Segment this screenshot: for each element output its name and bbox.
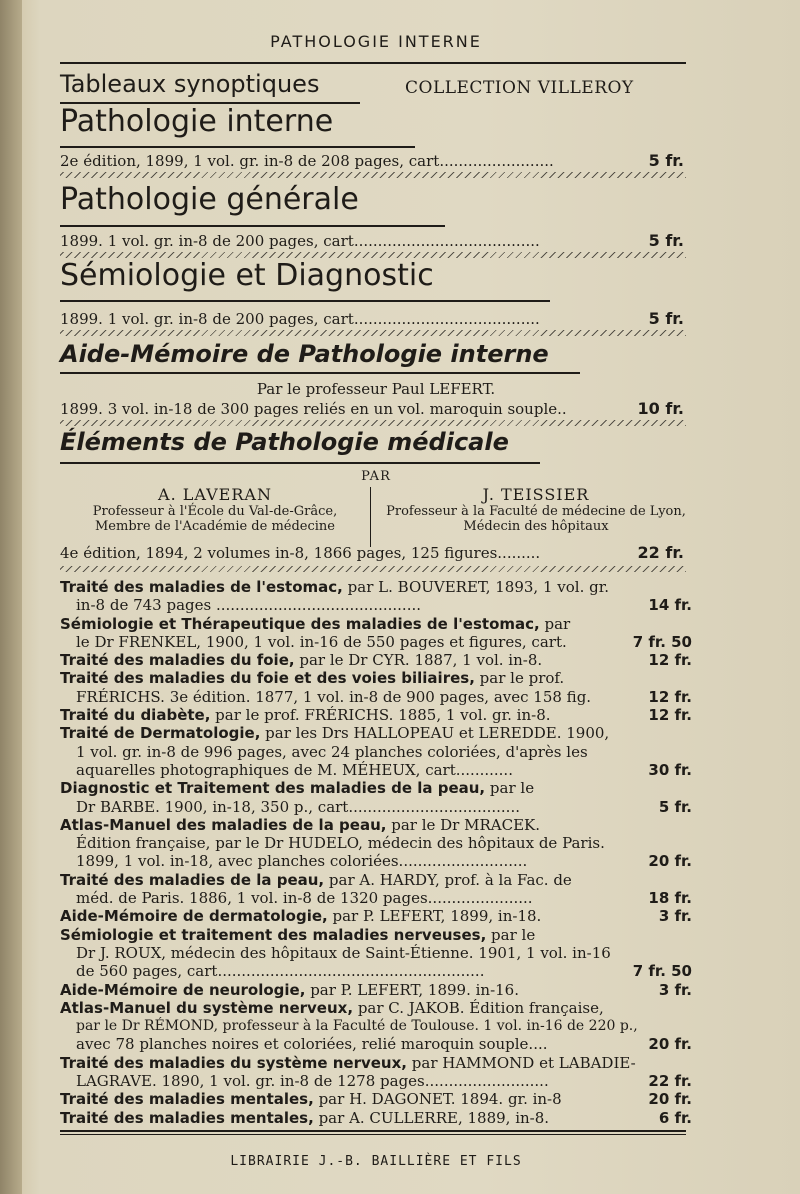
entry-text: LAGRAVE. 1890, 1 vol. gr. in-8 de 1278 pages.......................... bbox=[76, 1072, 549, 1091]
title-underline bbox=[60, 462, 540, 464]
list-item bbox=[60, 999, 692, 1054]
book-price: 5 fr. bbox=[648, 309, 684, 328]
list-item bbox=[60, 724, 692, 779]
entry-text: par les Drs HALLOPEAU et LEREDDE. 1900, bbox=[260, 724, 610, 743]
entry-text: FRÉRICHS. 3e édition. 1877, 1 vol. in-8 de 900 pages, avec 158 fig. bbox=[76, 687, 592, 706]
page-binding-edge bbox=[0, 0, 22, 1194]
wavy-separator bbox=[60, 566, 686, 572]
elements-details: 4e édition, 1894, 2 volumes in-8, 1866 pages, 125 figures......... bbox=[60, 544, 541, 562]
entry-title: Atlas-Manuel du système nerveux, bbox=[60, 998, 354, 1017]
entry-text: in-8 de 743 pages ........................................... bbox=[76, 596, 421, 615]
entry-title: Traité de Dermatologie, bbox=[60, 724, 261, 743]
author-title: Membre de l'Académie de médecine bbox=[94, 519, 335, 534]
entry-title: Aide-Mémoire de neurologie, bbox=[60, 980, 306, 999]
entry-text: Dr BARBE. 1900, in-18, 350 p., cart.................................... bbox=[76, 797, 520, 816]
collection-name: COLLECTION VILLEROY bbox=[405, 78, 634, 98]
entry-text: par H. DAGONET. 1894. gr. in-8 bbox=[313, 1090, 562, 1109]
entry-text: aquarelles photographiques de M. MÉHEUX, cart............ bbox=[76, 760, 513, 779]
footer-rule bbox=[60, 1130, 686, 1132]
aide-memoire-author: Par le professeur Paul LEFERT. bbox=[256, 380, 496, 398]
wavy-separator bbox=[60, 172, 686, 178]
entry-text: 1 vol. gr. in-8 de 996 pages, avec 24 planches coloriées, d'après les bbox=[76, 742, 588, 761]
list-item bbox=[60, 1090, 692, 1108]
entries-list bbox=[60, 578, 692, 1127]
elements-price: 22 fr. bbox=[637, 543, 684, 562]
entry-text: méd. de Paris. 1886, 1 vol. in-8 de 1320 pages...................... bbox=[76, 889, 533, 908]
author-teissier bbox=[376, 485, 696, 534]
entry-text: 1899, 1 vol. in-18, avec planches coloriées........................... bbox=[76, 852, 528, 871]
entry-price: 22 fr. bbox=[648, 1072, 692, 1091]
author-title: Médecin des hôpitaux bbox=[463, 519, 609, 534]
entry-title: Traité des maladies de la peau, bbox=[60, 870, 325, 889]
author-laveran bbox=[70, 485, 360, 534]
header-rule bbox=[60, 62, 686, 64]
wavy-separator bbox=[60, 330, 686, 336]
list-item bbox=[60, 926, 692, 981]
list-item bbox=[60, 981, 692, 999]
entry-text: par le Dr RÉMOND, professeur à la Faculté de Toulouse. 1 vol. in-16 de 220 p., bbox=[76, 1018, 638, 1035]
list-item bbox=[60, 615, 692, 652]
running-head: PATHOLOGIE INTERNE bbox=[270, 32, 482, 51]
entry-text: par A. CULLERRE, 1889, in-8. bbox=[313, 1108, 550, 1127]
entry-price: 5 fr. bbox=[658, 797, 692, 816]
author-title: Professeur à la Faculté de médecine de Lyon, bbox=[386, 504, 686, 519]
title-underline bbox=[60, 225, 445, 227]
entry-price: 14 fr. bbox=[648, 596, 692, 615]
entry-price: 3 fr. bbox=[658, 980, 692, 999]
author-title: Professeur à l'École du Val-de-Grâce, bbox=[92, 504, 338, 519]
entry-price: 12 fr. bbox=[648, 687, 692, 706]
book-price: 5 fr. bbox=[648, 151, 684, 170]
entry-text: par C. JAKOB. Édition française, bbox=[353, 998, 604, 1017]
book-details-text: 1899. 1 vol. gr. in-8 de 200 pages, cart bbox=[60, 310, 354, 328]
entry-price: 18 fr. bbox=[648, 889, 692, 908]
entry-title: Diagnostic et Traitement des maladies de la peau, bbox=[60, 779, 486, 798]
publisher-footer: LIBRAIRIE J.-B. BAILLIÈRE ET FILS bbox=[230, 1154, 522, 1169]
aide-memoire-title: Aide-Mémoire de Pathologie interne bbox=[60, 340, 549, 368]
book-details-text: 1899. 1 vol. gr. in-8 de 200 pages, cart bbox=[60, 232, 354, 250]
entry-text: par L. BOUVERET, 1893, 1 vol. gr. bbox=[342, 578, 609, 596]
entry-title: Aide-Mémoire de dermatologie, bbox=[60, 907, 328, 926]
list-item bbox=[60, 651, 692, 669]
list-item bbox=[60, 578, 692, 615]
authors-divider bbox=[370, 487, 371, 547]
entry-title: Sémiologie et traitement des maladies nerveuses, bbox=[60, 925, 487, 944]
elements-title: Éléments de Pathologie médicale bbox=[60, 428, 509, 456]
entry-text: par le bbox=[486, 925, 536, 944]
list-item bbox=[60, 669, 692, 706]
entry-title: Traité des maladies du foie et des voies biliaires, bbox=[60, 669, 475, 688]
entry-title: Traité des maladies du système nerveux, bbox=[60, 1053, 407, 1072]
entry-text: par bbox=[539, 614, 571, 633]
aide-memoire-details: 1899. 3 vol. in-18 de 300 pages reliés en un vol. maroquin souple.. bbox=[60, 400, 567, 418]
entry-title: Sémiologie et Thérapeutique des maladies de l'estomac, bbox=[60, 614, 540, 633]
book-details: 1899. 1 vol. gr. in-8 de 200 pages, cart....................................... bbox=[60, 232, 540, 250]
entry-text: par P. LEFERT, 1899, in-18. bbox=[327, 907, 542, 926]
list-item bbox=[60, 706, 692, 724]
entry-title: Traité des maladies de l'estomac, bbox=[60, 578, 343, 596]
list-item bbox=[60, 1109, 692, 1127]
entry-price: 7 fr. 50 bbox=[632, 632, 692, 651]
entry-price: 3 fr. bbox=[658, 907, 692, 926]
book-details: 2e édition, 1899, 1 vol. gr. in-8 de 208 pages, cart........................ bbox=[60, 152, 554, 170]
list-item bbox=[60, 779, 692, 816]
entry-text: Dr J. ROUX, médecin des hôpitaux de Saint-Étienne. 1901, 1 vol. in-16 bbox=[76, 943, 611, 962]
title-underline bbox=[60, 300, 550, 302]
book-title-semiologie-diagnostic: Sémiologie et Diagnostic bbox=[60, 258, 434, 293]
list-item bbox=[60, 816, 692, 871]
list-item bbox=[60, 907, 692, 925]
entry-price: 30 fr. bbox=[648, 760, 692, 779]
entry-text: par le Dr MRACEK. bbox=[386, 815, 540, 834]
book-price: 5 fr. bbox=[648, 231, 684, 250]
entry-text: par le bbox=[485, 779, 535, 798]
entry-text: par P. LEFERT, 1899. in-16. bbox=[305, 980, 519, 999]
list-item bbox=[60, 1054, 692, 1091]
series-title: Tableaux synoptiques bbox=[60, 70, 320, 98]
entry-title: Traité des maladies mentales, bbox=[60, 1090, 314, 1109]
entry-price: 12 fr. bbox=[648, 651, 692, 670]
entry-price: 12 fr. bbox=[648, 706, 692, 725]
entry-price: 20 fr. bbox=[648, 1035, 692, 1054]
book-title-pathologie-generale: Pathologie générale bbox=[60, 182, 359, 217]
entry-text: par le prof. bbox=[474, 669, 565, 688]
entry-text: par le prof. FRÉRICHS. 1885, 1 vol. gr. in-8. bbox=[210, 706, 551, 725]
author-name: A. LAVERAN bbox=[158, 485, 272, 504]
list-item bbox=[60, 871, 692, 908]
entry-text: par HAMMOND et LABADIE- bbox=[407, 1053, 636, 1072]
entry-title: Atlas-Manuel des maladies de la peau, bbox=[60, 815, 387, 834]
aide-memoire-price: 10 fr. bbox=[637, 399, 684, 418]
wavy-separator bbox=[60, 420, 686, 426]
entry-text: Édition française, par le Dr HUDELO, médecin des hôpitaux de Paris. bbox=[76, 834, 605, 853]
entry-price: 6 fr. bbox=[658, 1108, 692, 1127]
entry-price: 20 fr. bbox=[648, 852, 692, 871]
entry-text: de 560 pages, cart........................................................ bbox=[76, 962, 485, 981]
footer-rule-thin bbox=[60, 1134, 686, 1135]
entry-title: Traité des maladies du foie, bbox=[60, 651, 295, 670]
entry-price: 20 fr. bbox=[648, 1090, 692, 1109]
title-underline bbox=[60, 146, 415, 148]
book-details-text: 2e édition, 1899, 1 vol. gr. in-8 de 208 pages, cart bbox=[60, 152, 440, 170]
entry-text: par A. HARDY, prof. à la Fac. de bbox=[324, 870, 572, 889]
book-details: 1899. 1 vol. gr. in-8 de 200 pages, cart....................................... bbox=[60, 310, 540, 328]
entry-title: Traité du diabète, bbox=[60, 706, 211, 725]
entry-text: avec 78 planches noires et coloriées, relié maroquin souple.... bbox=[76, 1035, 548, 1054]
book-title-pathologie-interne: Pathologie interne bbox=[60, 104, 334, 139]
entry-text: par le Dr CYR. 1887, 1 vol. in-8. bbox=[294, 651, 543, 670]
entry-text: le Dr FRENKEL, 1900, 1 vol. in-16 de 550 pages et figures, cart. bbox=[76, 632, 567, 651]
entry-price: 7 fr. 50 bbox=[632, 962, 692, 981]
title-underline bbox=[60, 372, 580, 374]
entry-title: Traité des maladies mentales, bbox=[60, 1108, 314, 1127]
author-name: J. TEISSIER bbox=[482, 485, 590, 504]
par-label: PAR bbox=[361, 469, 391, 484]
